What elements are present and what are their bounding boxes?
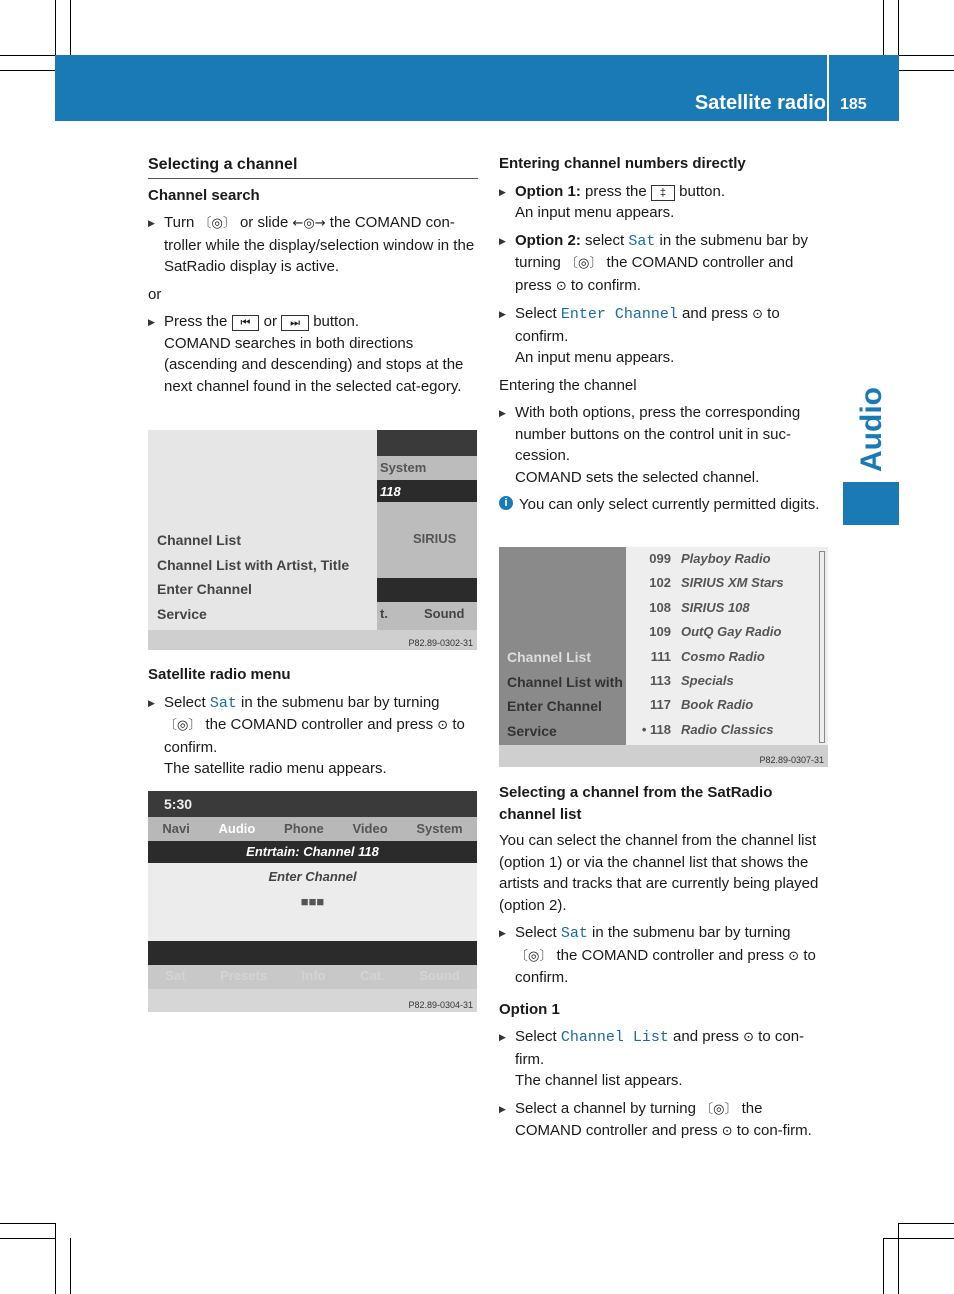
channel-number: 109 bbox=[649, 624, 671, 640]
controller-press-icon: ⊙ bbox=[743, 1030, 755, 1045]
image-caption: P82.89-0302-31 bbox=[408, 638, 473, 648]
bottom-cat: Cat. bbox=[360, 968, 385, 983]
skip-back-icon: ⏮ bbox=[232, 315, 260, 331]
text: With both options, press the corresponding number buttons on the control unit in suc-cession. bbox=[515, 404, 801, 464]
subheading: Entering channel numbers directly bbox=[499, 155, 746, 172]
subheading: Channel search bbox=[148, 186, 260, 204]
channel-number: 099 bbox=[649, 551, 671, 566]
crop-mark bbox=[883, 1238, 884, 1294]
step-select-sat bbox=[499, 922, 831, 989]
text: Option 2: bbox=[515, 231, 581, 249]
step-turn bbox=[148, 212, 478, 278]
text: the COMAND controller and press bbox=[201, 716, 438, 733]
page-title: Satellite radio bbox=[694, 92, 826, 114]
crop-mark bbox=[898, 0, 899, 55]
text: COMAND sets the selected channel. bbox=[515, 468, 760, 486]
step-select-channel-list bbox=[499, 1026, 831, 1092]
text: the COMAND controller and press bbox=[552, 946, 789, 964]
text: in the submenu bar by turning bbox=[515, 231, 808, 271]
crop-mark bbox=[70, 1238, 71, 1294]
text: to confirm. bbox=[515, 305, 780, 345]
column-left bbox=[148, 150, 478, 403]
entering-label: Entering the channel bbox=[499, 376, 637, 394]
input-button-icon: ‡ bbox=[651, 185, 675, 201]
text: to confirm. bbox=[566, 276, 641, 294]
subheading: Satellite radio menu bbox=[148, 666, 291, 683]
side-tab-label: Audio bbox=[855, 387, 888, 472]
step-number-buttons bbox=[499, 402, 831, 488]
side-tab bbox=[843, 482, 899, 525]
tab-phone: Phone bbox=[284, 821, 324, 836]
controller-turn-icon: 〔◎〕 bbox=[700, 1101, 738, 1117]
text: Select a channel by turning bbox=[515, 1099, 701, 1117]
crop-mark bbox=[899, 55, 954, 56]
text: the COMAND controller and press bbox=[515, 254, 794, 294]
menu-sound: Sound bbox=[424, 606, 465, 621]
menu-channel-list: Channel List bbox=[507, 649, 592, 665]
subheading: Selecting a channel from the SatRadio channel list bbox=[499, 784, 773, 823]
step-press bbox=[148, 311, 478, 397]
menu-service: Service bbox=[507, 723, 557, 739]
text: An input menu appears. bbox=[515, 204, 675, 221]
menu-channel-list-artist: Channel List with bbox=[507, 674, 623, 690]
channel-number: 111 bbox=[650, 648, 671, 664]
controller-turn-icon: 〔◎〕 bbox=[164, 718, 202, 733]
crop-mark bbox=[55, 1223, 56, 1294]
bottom-sat: Sat bbox=[165, 968, 186, 983]
text: You can only select currently permitted digits. bbox=[519, 496, 820, 513]
step-select-sat bbox=[148, 692, 478, 780]
text: to con-firm. bbox=[515, 1028, 805, 1068]
channel-name: Specials bbox=[681, 672, 734, 688]
input-placeholder: ■■■ bbox=[300, 894, 325, 909]
crop-mark bbox=[70, 0, 71, 55]
channel-row[interactable] bbox=[631, 697, 816, 721]
controller-slide-icon: ←◎→ bbox=[292, 216, 326, 231]
controller-press-icon: ⊙ bbox=[437, 718, 449, 733]
bottom-sound: Sound bbox=[419, 968, 460, 983]
menu-term: Sat bbox=[560, 925, 588, 942]
text: An input menu appears. bbox=[515, 349, 675, 366]
bottom-bar bbox=[148, 968, 477, 983]
text: Option 1: bbox=[515, 182, 581, 200]
menu-term: Sat bbox=[209, 694, 237, 712]
text: select bbox=[580, 231, 629, 249]
step-option-1 bbox=[499, 181, 831, 224]
channel-number: 108 bbox=[649, 599, 671, 615]
channel-list bbox=[631, 551, 816, 746]
menu-channel-list: Channel List bbox=[157, 532, 242, 548]
menu-service: Service bbox=[157, 606, 207, 622]
channel-name: OutQ Gay Radio bbox=[681, 624, 782, 640]
controller-press-icon: ⊙ bbox=[752, 307, 764, 322]
tab-system: System bbox=[416, 821, 463, 836]
bottom-info: Info bbox=[301, 968, 326, 983]
column-right-lower bbox=[499, 776, 831, 1149]
channel-row[interactable] bbox=[631, 575, 816, 599]
paragraph: You can select the channel from the channel list (option 1) or via the channel list that shows the artists and tracks that are currently being played (option 2). bbox=[499, 832, 819, 914]
channel-row[interactable] bbox=[631, 649, 816, 673]
text: in the submenu bar by turning bbox=[587, 924, 791, 941]
text: Select bbox=[515, 305, 561, 322]
crop-mark bbox=[883, 0, 884, 55]
column-right bbox=[499, 150, 831, 521]
text: or slide bbox=[235, 214, 293, 231]
channel-number: 113 bbox=[650, 672, 671, 688]
menu-system: System bbox=[380, 460, 427, 475]
text: Select bbox=[164, 693, 210, 711]
text: The channel list appears. bbox=[515, 1072, 683, 1089]
clock-text: 5:30 bbox=[164, 796, 193, 812]
crop-mark bbox=[0, 1223, 55, 1224]
text: and press bbox=[668, 1028, 744, 1045]
step-enter-channel bbox=[499, 303, 831, 369]
controller-turn-icon: 〔◎〕 bbox=[198, 216, 236, 231]
channel-name: SIRIUS XM Stars bbox=[681, 575, 784, 591]
image-caption: P82.89-0307-31 bbox=[759, 755, 824, 765]
skip-forward-icon: ⏭ bbox=[281, 315, 309, 331]
column-left-lower bbox=[148, 658, 478, 786]
channel-row[interactable] bbox=[631, 673, 816, 697]
screen-title: Entrtain: Channel 118 bbox=[246, 844, 379, 859]
crop-mark bbox=[0, 1238, 55, 1239]
text: the COMAND con-troller while the display/selection window in the SatRadio display is active. bbox=[164, 214, 475, 275]
crop-mark bbox=[883, 1238, 954, 1239]
page-number: 185 bbox=[840, 96, 867, 113]
crop-mark bbox=[899, 70, 954, 71]
header-divider bbox=[827, 55, 829, 121]
channel-name: Cosmo Radio bbox=[681, 648, 765, 664]
tab-audio: Audio bbox=[218, 821, 256, 836]
text: Turn bbox=[164, 214, 199, 231]
tab-video: Video bbox=[352, 821, 388, 836]
text: and press bbox=[677, 305, 753, 322]
text: to confirm. bbox=[515, 946, 816, 986]
screenshot-radio-menu bbox=[148, 791, 477, 1012]
menu-term: Channel List bbox=[560, 1029, 669, 1046]
step-option-2 bbox=[499, 230, 831, 298]
tab-bar bbox=[148, 821, 477, 836]
controller-turn-icon: 〔◎〕 bbox=[515, 948, 553, 964]
image-caption: P82.89-0304-31 bbox=[408, 1000, 473, 1010]
channel-row[interactable] bbox=[631, 722, 816, 746]
controller-press-icon: ⊙ bbox=[555, 278, 567, 294]
text: COMAND searches in both directions (ascending and descending) and stops at the next channel found in the selected cat-egory. bbox=[164, 334, 464, 395]
info-note bbox=[499, 494, 831, 516]
text: the COMAND controller and press bbox=[515, 1099, 763, 1139]
tab-navi: Navi bbox=[162, 821, 190, 836]
crop-mark bbox=[0, 55, 55, 56]
channel-row[interactable] bbox=[631, 600, 816, 624]
channel-name: SIRIUS 108 bbox=[681, 599, 750, 615]
channel-number: 117 bbox=[650, 697, 671, 713]
text: to con-firm. bbox=[732, 1122, 812, 1139]
crop-mark bbox=[899, 1223, 954, 1224]
text: Press the bbox=[164, 313, 232, 330]
or-text: or bbox=[148, 285, 162, 303]
channel-name: Playboy Radio bbox=[681, 551, 771, 566]
section-heading: Selecting a channel bbox=[148, 154, 478, 179]
channel-name: Radio Classics bbox=[681, 721, 774, 737]
menu-term: Sat bbox=[628, 232, 656, 250]
menu-channel-list-artist: Channel List with Artist, Title bbox=[157, 557, 350, 573]
text: or bbox=[259, 313, 282, 330]
menu-enter-channel: Enter Channel bbox=[157, 581, 252, 597]
text: button. bbox=[309, 313, 360, 330]
channel-number: • 118 bbox=[641, 721, 671, 737]
crop-mark bbox=[0, 70, 55, 71]
crop-mark bbox=[898, 1223, 899, 1294]
text: Select bbox=[515, 924, 561, 941]
text: in the submenu bar by turning bbox=[236, 693, 440, 711]
step-select-channel bbox=[499, 1098, 831, 1143]
menu-term: Enter Channel bbox=[560, 306, 678, 323]
screenshot-channel-search bbox=[148, 430, 477, 650]
controller-press-icon: ⊙ bbox=[721, 1124, 733, 1139]
subheading: Option 1 bbox=[499, 1000, 560, 1018]
channel-row[interactable] bbox=[631, 624, 816, 648]
channel-number: 102 bbox=[649, 575, 671, 591]
controller-turn-icon: 〔◎〕 bbox=[565, 256, 603, 271]
text: to confirm. bbox=[164, 716, 465, 756]
sirius-logo: SIRIUS bbox=[413, 531, 457, 546]
controller-press-icon: ⊙ bbox=[788, 948, 800, 964]
text: button. bbox=[675, 182, 726, 200]
menu-cat: t. bbox=[380, 606, 388, 621]
enter-channel-label: Enter Channel bbox=[268, 869, 357, 884]
channel-row[interactable] bbox=[631, 551, 816, 575]
text: The satellite radio menu appears. bbox=[164, 760, 387, 777]
info-icon: i bbox=[499, 496, 513, 510]
text: Select bbox=[515, 1028, 561, 1045]
menu-enter-channel: Enter Channel bbox=[507, 698, 602, 714]
bottom-presets: Presets bbox=[220, 968, 268, 983]
text: press the bbox=[580, 182, 651, 200]
channel-name: Book Radio bbox=[681, 697, 754, 713]
channel-number: 118 bbox=[380, 484, 401, 499]
screenshot-channel-list bbox=[499, 547, 828, 767]
crop-mark bbox=[55, 0, 56, 55]
